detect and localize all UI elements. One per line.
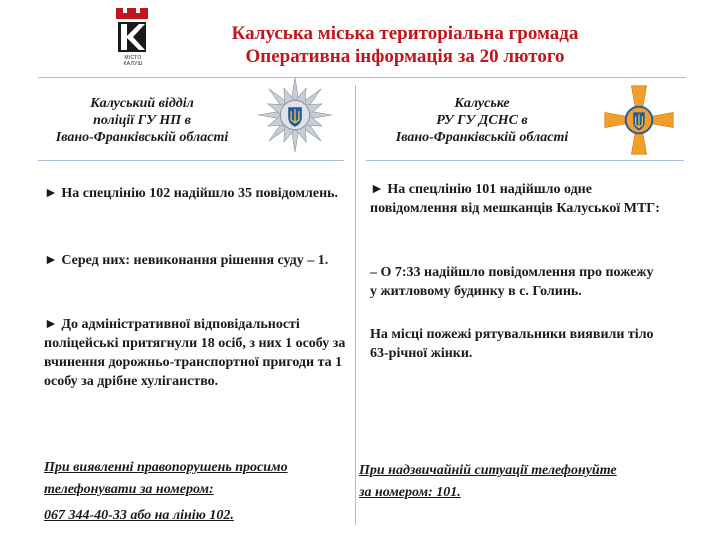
- title-line-2: Оперативна інформація за 20 лютого: [245, 46, 565, 67]
- header-divider: [38, 77, 686, 78]
- police-contact-line-3: 067 344-40-33 або на лінію 102.: [44, 508, 234, 523]
- police-contact-line-1: При виявленні правопорушень просимо: [44, 460, 288, 475]
- title-line-1: Калуська міська територіальна громада: [231, 23, 579, 44]
- dsns-name-line-1: Калуське: [454, 96, 510, 111]
- police-name-line-3: Івано-Франківській області: [55, 130, 229, 145]
- police-paragraph-2: ► Серед них: невиконання рішення суду – 1.: [44, 253, 329, 268]
- police-paragraph-3: ► До адміністративної відповідальності поліцейські притягнули 18 осіб, з них 1 особу за вчинення дорожньо-транспортної пригоди та 1 особу за дрібне хуліганство.: [44, 317, 346, 389]
- column-divider: [355, 85, 356, 525]
- dsns-contact-line-2: за номером: 101.: [359, 485, 461, 500]
- dsns-unit-name: [362, 95, 602, 146]
- police-unit-name: [42, 95, 242, 146]
- dsns-contact: [359, 460, 679, 504]
- dsns-paragraph-3: На місці пожежі рятувальники виявили тіло 63-річної жінки.: [370, 327, 654, 361]
- dsns-cross-emblem-icon: [601, 82, 677, 158]
- police-paragraph-1: ► На спецлінію 102 надійшло 35 повідомлень.: [44, 186, 339, 201]
- page-title: [170, 22, 640, 68]
- police-star-emblem-icon: [256, 76, 334, 154]
- police-divider: [38, 160, 344, 161]
- police-name-line-1: Калуський відділ: [90, 96, 194, 111]
- police-contact: [44, 457, 344, 527]
- dsns-paragraph-1: ► На спецлінію 101 надійшло одне повідомлення від мешканців Калуської МТГ:: [370, 182, 660, 216]
- dsns-name-line-2: РУ ГУ ДСНС в: [436, 113, 528, 128]
- dsns-divider: [366, 160, 684, 161]
- dsns-contact-line-1: При надзвичайній ситуації телефонуйте: [359, 463, 617, 478]
- police-name-line-2: поліції ГУ НП в: [93, 113, 191, 128]
- police-contact-line-2: телефонувати за номером:: [44, 482, 214, 497]
- logo-caption: МІСТО КАЛУШ: [123, 55, 143, 67]
- dsns-paragraph-2: – О 7:33 надійшло повідомлення про пожежу у житловому будинку в с. Голинь.: [370, 265, 654, 299]
- dsns-name-line-3: Івано-Франківській області: [395, 130, 569, 145]
